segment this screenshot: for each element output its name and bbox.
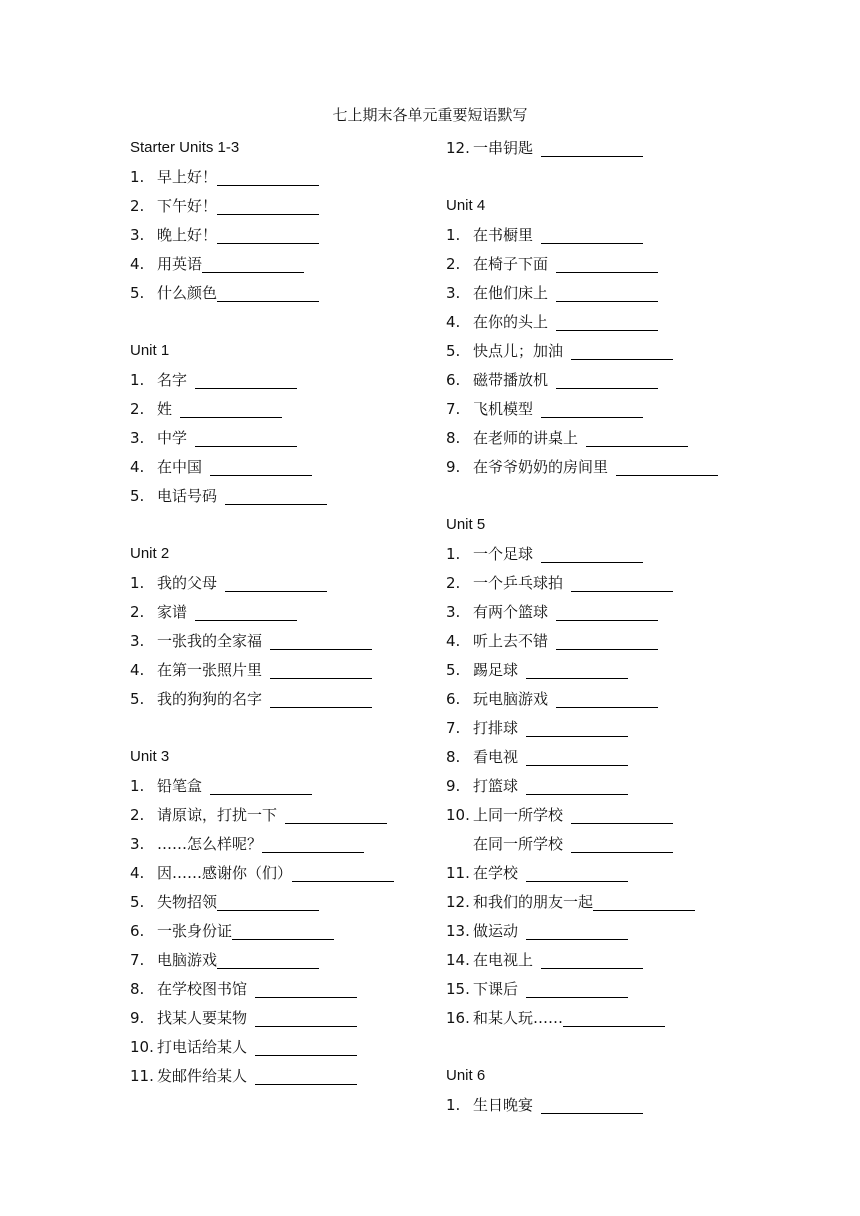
phrase-item bbox=[130, 1002, 430, 1031]
item-number: 3. bbox=[446, 603, 461, 621]
item-number: 8. bbox=[130, 980, 145, 998]
answer-blank-line[interactable] bbox=[541, 544, 643, 563]
item-number: 4. bbox=[130, 864, 145, 882]
item-number: 16. bbox=[446, 1009, 470, 1027]
chinese-phrase: 玩电脑游戏 bbox=[473, 690, 549, 708]
chinese-phrase: 看电视 bbox=[473, 748, 519, 766]
chinese-phrase: 早上好！ bbox=[157, 168, 218, 186]
unit-heading: Starter Units 1-3 bbox=[130, 139, 240, 156]
item-number: 9. bbox=[446, 458, 461, 476]
phrase-item bbox=[446, 741, 826, 770]
answer-blank-line[interactable] bbox=[526, 747, 628, 766]
phrase-item bbox=[446, 944, 826, 973]
unit-heading: Unit 2 bbox=[130, 545, 170, 562]
phrase-item bbox=[446, 1089, 826, 1118]
chinese-phrase: 在书橱里 bbox=[473, 226, 534, 244]
phrase-item bbox=[446, 857, 826, 886]
answer-blank-line[interactable] bbox=[232, 921, 334, 940]
chinese-phrase: 一个足球 bbox=[473, 545, 534, 563]
phrase-item bbox=[130, 190, 430, 219]
answer-blank-line[interactable] bbox=[541, 225, 643, 244]
chinese-phrase: 在第一张照片里 bbox=[157, 661, 263, 679]
answer-blank-line[interactable] bbox=[526, 776, 628, 795]
answer-blank-line[interactable] bbox=[556, 689, 658, 708]
item-number: 6. bbox=[446, 690, 461, 708]
item-number: 9. bbox=[446, 777, 461, 795]
chinese-phrase: 铅笔盒 bbox=[157, 777, 203, 795]
chinese-phrase: 我的父母 bbox=[157, 574, 218, 592]
answer-blank-line[interactable] bbox=[270, 631, 372, 650]
answer-blank-line[interactable] bbox=[616, 457, 718, 476]
section-spacer bbox=[446, 1031, 826, 1060]
answer-blank-line[interactable] bbox=[541, 138, 643, 157]
item-number: 3. bbox=[130, 226, 145, 244]
chinese-phrase: 姓 bbox=[157, 400, 173, 418]
chinese-phrase: ……怎么样呢？ bbox=[157, 835, 263, 853]
item-number: 12. bbox=[446, 893, 470, 911]
chinese-phrase: 一个乒乓球拍 bbox=[473, 574, 564, 592]
phrase-item bbox=[130, 596, 430, 625]
phrase-item bbox=[446, 219, 826, 248]
phrase-item bbox=[130, 1031, 430, 1060]
chinese-phrase: 踢足球 bbox=[473, 661, 519, 679]
chinese-phrase: 在爷爷奶奶的房间里 bbox=[473, 458, 609, 476]
chinese-phrase: 在他们床上 bbox=[473, 284, 549, 302]
phrase-item bbox=[446, 828, 826, 857]
chinese-phrase: 发邮件给某人 bbox=[157, 1067, 248, 1085]
item-number: 1. bbox=[446, 545, 461, 563]
chinese-phrase: 快点儿；加油 bbox=[473, 342, 564, 360]
answer-blank-line[interactable] bbox=[563, 1008, 665, 1027]
phrase-item bbox=[130, 248, 430, 277]
phrase-item bbox=[130, 393, 430, 422]
chinese-phrase: 和某人玩…… bbox=[473, 1009, 564, 1027]
item-number: 6. bbox=[446, 371, 461, 389]
answer-blank-line[interactable] bbox=[210, 457, 312, 476]
phrase-item bbox=[446, 654, 826, 683]
chinese-phrase: 在老师的讲桌上 bbox=[473, 429, 579, 447]
phrase-item bbox=[130, 567, 430, 596]
chinese-phrase: 磁带播放机 bbox=[473, 371, 549, 389]
phrase-item bbox=[446, 1002, 826, 1031]
chinese-phrase: 下课后 bbox=[473, 980, 519, 998]
answer-blank-line[interactable] bbox=[255, 979, 357, 998]
answer-blank-line[interactable] bbox=[217, 892, 319, 911]
item-number: 1. bbox=[446, 1096, 461, 1114]
chinese-phrase: 在中国 bbox=[157, 458, 203, 476]
item-number: 10. bbox=[130, 1038, 154, 1056]
phrase-item bbox=[130, 219, 430, 248]
answer-blank-line[interactable] bbox=[195, 428, 297, 447]
phrase-item bbox=[446, 451, 826, 480]
phrase-item bbox=[130, 886, 430, 915]
item-number: 5. bbox=[446, 342, 461, 360]
chinese-phrase: 中学 bbox=[157, 429, 188, 447]
phrase-item bbox=[446, 277, 826, 306]
item-number: 7. bbox=[446, 719, 461, 737]
chinese-phrase: 在椅子下面 bbox=[473, 255, 549, 273]
item-number: 1. bbox=[130, 371, 145, 389]
item-number: 4. bbox=[130, 458, 145, 476]
phrase-item bbox=[130, 625, 430, 654]
chinese-phrase: 打排球 bbox=[473, 719, 519, 737]
unit-heading: Unit 3 bbox=[130, 748, 170, 765]
item-number: 3. bbox=[130, 429, 145, 447]
item-number: 12. bbox=[446, 139, 470, 157]
phrase-item bbox=[130, 683, 430, 712]
answer-blank-line[interactable] bbox=[270, 660, 372, 679]
item-number: 10. bbox=[446, 806, 470, 824]
item-number: 2. bbox=[130, 806, 145, 824]
answer-blank-line[interactable] bbox=[255, 1066, 357, 1085]
chinese-phrase: 有两个篮球 bbox=[473, 603, 549, 621]
phrase-item bbox=[130, 161, 430, 190]
chinese-phrase: 电脑游戏 bbox=[157, 951, 218, 969]
phrase-item bbox=[446, 538, 826, 567]
chinese-phrase: 下午好！ bbox=[157, 197, 218, 215]
chinese-phrase: 我的狗狗的名字 bbox=[157, 690, 263, 708]
item-number: 14. bbox=[446, 951, 470, 969]
item-number: 4. bbox=[446, 632, 461, 650]
phrase-item bbox=[130, 480, 430, 509]
unit-heading: Unit 5 bbox=[446, 516, 486, 533]
item-number: 1. bbox=[130, 168, 145, 186]
chinese-phrase: 和我们的朋友一起 bbox=[473, 893, 594, 911]
item-number: 2. bbox=[446, 255, 461, 273]
answer-blank-line[interactable] bbox=[556, 370, 658, 389]
answer-blank-line[interactable] bbox=[593, 892, 695, 911]
item-number: 4. bbox=[446, 313, 461, 331]
item-number: 5. bbox=[446, 661, 461, 679]
item-number: 5. bbox=[130, 690, 145, 708]
answer-blank-line[interactable] bbox=[556, 312, 658, 331]
item-number: 6. bbox=[130, 922, 145, 940]
answer-blank-line[interactable] bbox=[556, 631, 658, 650]
chinese-phrase: 用英语 bbox=[157, 255, 203, 273]
answer-blank-line[interactable] bbox=[556, 602, 658, 621]
phrase-item bbox=[130, 915, 430, 944]
chinese-phrase: 一张身份证 bbox=[157, 922, 233, 940]
item-number: 11. bbox=[130, 1067, 154, 1085]
unit-heading: Unit 4 bbox=[446, 197, 486, 214]
item-number: 5. bbox=[130, 893, 145, 911]
item-number: 5. bbox=[130, 284, 145, 302]
phrase-item bbox=[446, 625, 826, 654]
answer-blank-line[interactable] bbox=[571, 834, 673, 853]
answer-blank-line[interactable] bbox=[255, 1008, 357, 1027]
chinese-phrase: 听上去不错 bbox=[473, 632, 549, 650]
answer-blank-line[interactable] bbox=[571, 341, 673, 360]
answer-blank-line[interactable] bbox=[541, 1095, 643, 1114]
answer-blank-line[interactable] bbox=[292, 863, 394, 882]
item-number: 2. bbox=[130, 603, 145, 621]
phrase-item bbox=[130, 770, 430, 799]
chinese-phrase: 在学校图书馆 bbox=[157, 980, 248, 998]
left-column bbox=[130, 132, 430, 1089]
phrase-item bbox=[446, 712, 826, 741]
chinese-phrase: 家谱 bbox=[157, 603, 188, 621]
phrase-item bbox=[446, 886, 826, 915]
item-number: 4. bbox=[130, 255, 145, 273]
phrase-item bbox=[446, 683, 826, 712]
phrase-item bbox=[130, 828, 430, 857]
item-number: 1. bbox=[130, 777, 145, 795]
item-number: 3. bbox=[446, 284, 461, 302]
chinese-phrase: 失物招领 bbox=[157, 893, 218, 911]
chinese-phrase: 找某人要某物 bbox=[157, 1009, 248, 1027]
answer-blank-line[interactable] bbox=[217, 167, 319, 186]
answer-blank-line[interactable] bbox=[526, 979, 628, 998]
answer-blank-line[interactable] bbox=[202, 254, 304, 273]
item-number: 7. bbox=[130, 951, 145, 969]
answer-blank-line[interactable] bbox=[541, 399, 643, 418]
phrase-item bbox=[446, 306, 826, 335]
answer-blank-line[interactable] bbox=[180, 399, 282, 418]
answer-blank-line[interactable] bbox=[526, 660, 628, 679]
item-number: 2. bbox=[130, 197, 145, 215]
phrase-item bbox=[130, 451, 430, 480]
answer-blank-line[interactable] bbox=[225, 573, 327, 592]
item-number: 11. bbox=[446, 864, 470, 882]
chinese-phrase: 一张我的全家福 bbox=[157, 632, 263, 650]
answer-blank-line[interactable] bbox=[571, 805, 673, 824]
chinese-phrase: 打篮球 bbox=[473, 777, 519, 795]
answer-blank-line[interactable] bbox=[225, 486, 327, 505]
item-number: 15. bbox=[446, 980, 470, 998]
answer-blank-line[interactable] bbox=[556, 283, 658, 302]
answer-blank-line[interactable] bbox=[285, 805, 387, 824]
chinese-phrase: 在你的头上 bbox=[473, 313, 549, 331]
answer-blank-line[interactable] bbox=[255, 1037, 357, 1056]
answer-blank-line[interactable] bbox=[556, 254, 658, 273]
item-number: 4. bbox=[130, 661, 145, 679]
item-number: 1. bbox=[446, 226, 461, 244]
chinese-phrase: 生日晚宴 bbox=[473, 1096, 534, 1114]
chinese-phrase: 晚上好！ bbox=[157, 226, 218, 244]
answer-blank-line[interactable] bbox=[270, 689, 372, 708]
item-number: 9. bbox=[130, 1009, 145, 1027]
section-spacer bbox=[446, 161, 826, 190]
item-number: 8. bbox=[446, 748, 461, 766]
chinese-phrase: 打电话给某人 bbox=[157, 1038, 248, 1056]
answer-blank-line[interactable] bbox=[541, 950, 643, 969]
chinese-phrase: 飞机模型 bbox=[473, 400, 534, 418]
phrase-item bbox=[446, 393, 826, 422]
item-number: 3. bbox=[130, 632, 145, 650]
chinese-phrase: 在电视上 bbox=[473, 951, 534, 969]
answer-blank-line[interactable] bbox=[586, 428, 688, 447]
chinese-phrase: 什么颜色 bbox=[157, 284, 218, 302]
phrase-item bbox=[446, 422, 826, 451]
phrase-item bbox=[130, 654, 430, 683]
answer-blank-line[interactable] bbox=[195, 602, 297, 621]
answer-blank-line[interactable] bbox=[195, 370, 297, 389]
unit-heading: Unit 6 bbox=[446, 1067, 486, 1084]
chinese-phrase: 做运动 bbox=[473, 922, 519, 940]
unit-heading: Unit 1 bbox=[130, 342, 170, 359]
phrase-item bbox=[446, 915, 826, 944]
answer-blank-line[interactable] bbox=[526, 863, 628, 882]
phrase-item bbox=[130, 799, 430, 828]
right-column bbox=[446, 132, 826, 1118]
chinese-phrase: 上同一所学校 bbox=[473, 806, 564, 824]
item-number: 5. bbox=[130, 487, 145, 505]
item-number: 1. bbox=[130, 574, 145, 592]
chinese-phrase: 因……感谢你（们） bbox=[157, 864, 293, 882]
phrase-item bbox=[446, 799, 826, 828]
answer-blank-line[interactable] bbox=[217, 283, 319, 302]
answer-blank-line[interactable] bbox=[526, 921, 628, 940]
phrase-item bbox=[130, 973, 430, 1002]
item-number: 2. bbox=[446, 574, 461, 592]
chinese-phrase: 电话号码 bbox=[157, 487, 218, 505]
answer-blank-line[interactable] bbox=[571, 573, 673, 592]
answer-blank-line[interactable] bbox=[217, 225, 319, 244]
answer-blank-line[interactable] bbox=[217, 196, 319, 215]
chinese-phrase: 在学校 bbox=[473, 864, 519, 882]
answer-blank-line[interactable] bbox=[210, 776, 312, 795]
phrase-item bbox=[446, 335, 826, 364]
phrase-item bbox=[130, 422, 430, 451]
phrase-item bbox=[446, 132, 826, 161]
section-spacer bbox=[130, 712, 430, 741]
item-number: 13. bbox=[446, 922, 470, 940]
chinese-phrase: 一串钥匙 bbox=[473, 139, 534, 157]
answer-blank-line[interactable] bbox=[217, 950, 319, 969]
answer-blank-line[interactable] bbox=[262, 834, 364, 853]
phrase-item bbox=[130, 944, 430, 973]
phrase-item bbox=[446, 567, 826, 596]
phrase-item bbox=[446, 973, 826, 1002]
section-spacer bbox=[446, 480, 826, 509]
phrase-item bbox=[130, 364, 430, 393]
chinese-phrase: 请原谅，打扰一下 bbox=[157, 806, 278, 824]
phrase-item bbox=[130, 277, 430, 306]
phrase-item bbox=[446, 248, 826, 277]
chinese-phrase: 名字 bbox=[157, 371, 188, 389]
phrase-item bbox=[130, 1060, 430, 1089]
item-number: 2. bbox=[130, 400, 145, 418]
section-spacer bbox=[130, 306, 430, 335]
phrase-item bbox=[130, 857, 430, 886]
page-title: 七上期末各单元重要短语默写 bbox=[332, 106, 528, 124]
section-spacer bbox=[130, 509, 430, 538]
phrase-item bbox=[446, 364, 826, 393]
phrase-item bbox=[446, 770, 826, 799]
item-number: 8. bbox=[446, 429, 461, 447]
answer-blank-line[interactable] bbox=[526, 718, 628, 737]
item-number: 7. bbox=[446, 400, 461, 418]
phrase-item bbox=[446, 596, 826, 625]
item-number: 3. bbox=[130, 835, 145, 853]
chinese-phrase: 在同一所学校 bbox=[473, 835, 564, 853]
